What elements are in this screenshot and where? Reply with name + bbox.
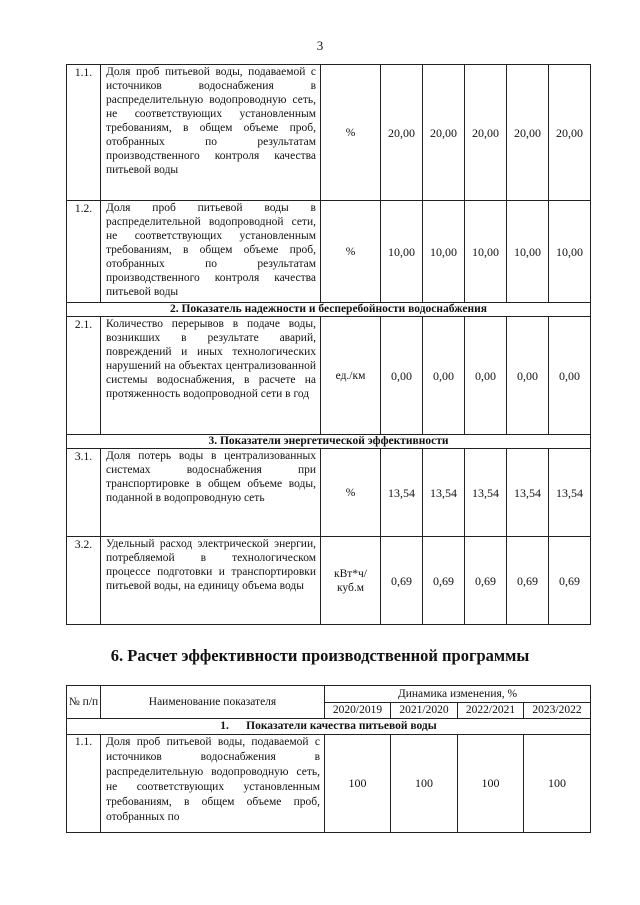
value-cell: 20,00 [423, 65, 465, 201]
table-row [67, 317, 591, 435]
value-cell: 0,69 [423, 537, 465, 625]
unit-cell: % [321, 201, 381, 303]
indicator-name: Количество перерывов в подаче воды, возникших в результате аварий, повреждений и иных технологических нарушений на объектах централизованной системы водоснабжения, в расчете на протяженность водопроводной сети в год [101, 317, 321, 435]
unit-cell: ед./км [321, 317, 381, 435]
section-title: 3. Показатели энергетической эффективности [67, 435, 591, 449]
section-number: 1. [220, 720, 229, 732]
section-title: 2. Показатель надежности и бесперебойности водоснабжения [67, 303, 591, 317]
value-cell: 10,00 [465, 201, 507, 303]
indicator-name: Доля проб питьевой воды в распределительной водопроводной сети, не соответствующих установленным требованиям, в общем объеме проб, отобранных по результатам производственного контроля качества питьевой воды [101, 201, 321, 303]
value-cell: 100 [524, 735, 591, 833]
value-cell: 10,00 [507, 201, 549, 303]
row-number: 3.2. [67, 537, 101, 625]
value-cell: 100 [458, 735, 524, 833]
table-header-row [67, 686, 591, 703]
efficiency-table [66, 685, 591, 833]
column-header-name: Наименование показателя [101, 686, 325, 719]
value-cell: 13,54 [465, 449, 507, 537]
indicators-table [66, 64, 591, 625]
page-number: 3 [316, 38, 324, 53]
value-cell: 10,00 [381, 201, 423, 303]
unit-cell: кВт*ч/ куб.м [321, 537, 381, 625]
indicator-name: Удельный расход электрической энергии, потребляемой в технологическом процессе подготовки и транспортировки питьевой воды, на единицу объема воды [101, 537, 321, 625]
value-cell: 10,00 [423, 201, 465, 303]
value-cell: 13,54 [423, 449, 465, 537]
value-cell: 0,00 [465, 317, 507, 435]
indicator-name: Доля проб питьевой воды, подаваемой с источников водоснабжения в распределительную водопроводную сеть, не соответствующих установленным требованиям, в общем объеме проб, отобранных по [101, 735, 325, 833]
value-cell: 20,00 [465, 65, 507, 201]
value-cell: 100 [391, 735, 458, 833]
row-number: 2.1. [67, 317, 101, 435]
value-cell: 13,54 [549, 449, 591, 537]
table-row [67, 201, 591, 303]
column-header-number: № п/п [67, 686, 101, 719]
year-header: 2020/2019 [325, 703, 391, 719]
row-number: 1.2. [67, 201, 101, 303]
value-cell: 0,00 [381, 317, 423, 435]
value-cell: 0,69 [507, 537, 549, 625]
year-header: 2021/2020 [391, 703, 458, 719]
value-cell: 13,54 [381, 449, 423, 537]
section-title [67, 719, 591, 735]
value-cell: 13,54 [507, 449, 549, 537]
table-row [67, 537, 591, 625]
year-header: 2022/2021 [458, 703, 524, 719]
section-label: Показатели качества питьевой воды [246, 720, 437, 732]
row-number: 1.1. [67, 65, 101, 201]
year-header: 2023/2022 [524, 703, 591, 719]
value-cell: 20,00 [507, 65, 549, 201]
row-number: 1.1. [67, 735, 101, 833]
row-number: 3.1. [67, 449, 101, 537]
value-cell: 100 [325, 735, 391, 833]
value-cell: 10,00 [549, 201, 591, 303]
value-cell: 0,00 [507, 317, 549, 435]
value-cell: 0,69 [549, 537, 591, 625]
unit-cell: % [321, 65, 381, 201]
value-cell: 20,00 [549, 65, 591, 201]
value-cell: 20,00 [381, 65, 423, 201]
table-row [67, 449, 591, 537]
section-header-row [67, 435, 591, 449]
column-header-dynamics: Динамика изменения, % [325, 686, 591, 703]
unit-cell: % [321, 449, 381, 537]
indicator-name: Доля проб питьевой воды, подаваемой с источников водоснабжения в распределительную водопроводную сеть, не соответствующих установленным требованиям, в общем объеме проб, отобранных по результатам производственного контроля качества питьевой воды [101, 65, 321, 201]
value-cell: 0,00 [549, 317, 591, 435]
table-row [67, 735, 591, 833]
value-cell: 0,69 [465, 537, 507, 625]
value-cell: 0,00 [423, 317, 465, 435]
table-row [67, 65, 591, 201]
value-cell: 0,69 [381, 537, 423, 625]
section-header-row [67, 719, 591, 735]
section-header-row [67, 303, 591, 317]
section-6-heading: 6. Расчет эффективности производственной программы [110, 646, 530, 665]
indicator-name: Доля потерь воды в централизованных системах водоснабжения при транспортировке в общем объеме воды, поданной в водопроводную сеть [101, 449, 321, 537]
